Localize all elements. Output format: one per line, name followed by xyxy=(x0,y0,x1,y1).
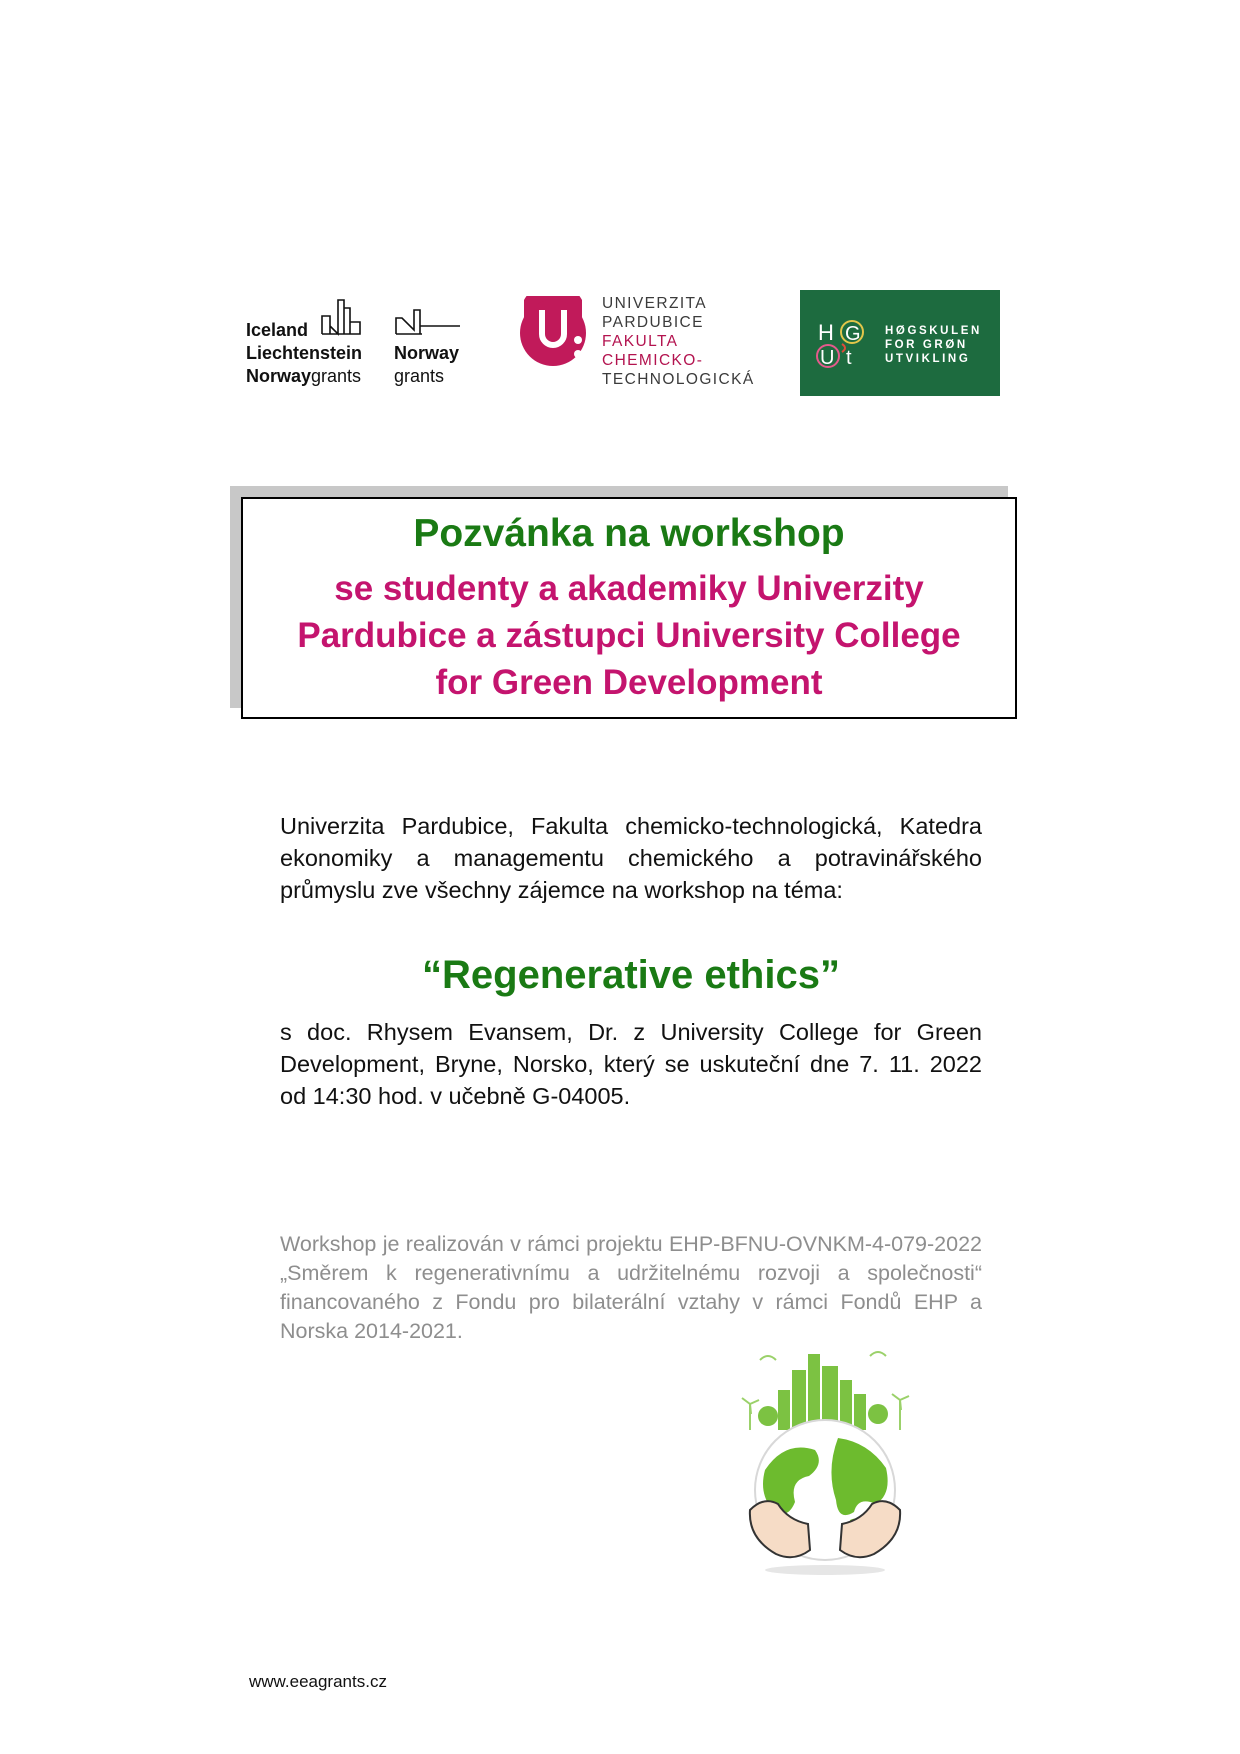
intro-paragraph: Univerzita Pardubice, Fakulta chemicko-technologická, Katedra ekonomiky a managementu chemického a potravinářského průmyslu zve všechny zájemce na workshop na téma: xyxy=(280,813,982,903)
univerzita-pardubice-logo xyxy=(516,292,766,392)
hogskulen-for-gron-utvikling-logo xyxy=(800,290,1000,396)
eea-liechtenstein-label: Liechtenstein xyxy=(246,343,363,363)
upce-fakulta-text: FAKULTA xyxy=(602,333,679,350)
details-paragraph: s doc. Rhysem Evansem, Dr. z University College for Green Development, Bryne, Norsko, který se uskuteční dne 7. 11. 2022 od 14:30 hod. v učebně G-04005. xyxy=(280,1019,982,1109)
svg-text:G: G xyxy=(845,323,861,345)
upce-u-mark-icon xyxy=(516,296,590,370)
funding-paragraph: Workshop je realizován v rámci projektu EHP-BFNU-OVNKM-4-079-2022 „Směrem k regenerativnímu a udržitelnému rozvoji a společnosti“ financovaného z Fondu pro bilaterální vztahy v rámci Fondů EHP a Norska 2014-2021. xyxy=(280,1232,982,1343)
invitation-title: Pozvánka na workshop xyxy=(413,512,845,555)
upce-univerzita-text: UNIVERZITA xyxy=(602,295,707,312)
invitation-subtitle-line-3: for Green Development xyxy=(435,663,823,702)
eea-iceland-label: Iceland xyxy=(246,320,309,340)
hgut-hogskulen-text: HØGSKULEN xyxy=(885,325,982,337)
norway-grants-norway-label: Norway xyxy=(394,343,460,363)
title-box xyxy=(241,497,1017,719)
norway-grants-grants-label: grants xyxy=(394,366,445,386)
footer-website-link[interactable]: www.eeagrants.cz xyxy=(249,1672,387,1691)
upce-chemicko-text: CHEMICKO- xyxy=(602,352,704,369)
eea-norway-grants-logo xyxy=(246,296,476,392)
hgut-utvikling-text: UTVIKLING xyxy=(885,353,971,365)
hgut-mark-icon xyxy=(812,308,882,378)
green-earth-in-hands-icon xyxy=(720,1320,930,1580)
svg-text:H: H xyxy=(818,320,834,345)
eea-norway-bold-label: Norway xyxy=(246,366,312,386)
hgut-for-gron-text: FOR GRØN xyxy=(885,339,968,351)
svg-text:U: U xyxy=(820,347,835,369)
svg-text:t: t xyxy=(846,347,852,369)
invitation-subtitle-line-1: se studenty a akademiky Univerzity xyxy=(334,569,924,608)
invitation-subtitle-line-2: Pardubice a zástupci University College xyxy=(297,616,961,655)
upce-pardubice-text: PARDUBICE xyxy=(602,314,704,331)
upce-technologicka-text: TECHNOLOGICKÁ xyxy=(602,371,755,388)
eea-grants-label: grants xyxy=(311,366,362,386)
workshop-topic: “Regenerative ethics” xyxy=(422,953,840,997)
invitation-subtitle xyxy=(243,565,1015,706)
